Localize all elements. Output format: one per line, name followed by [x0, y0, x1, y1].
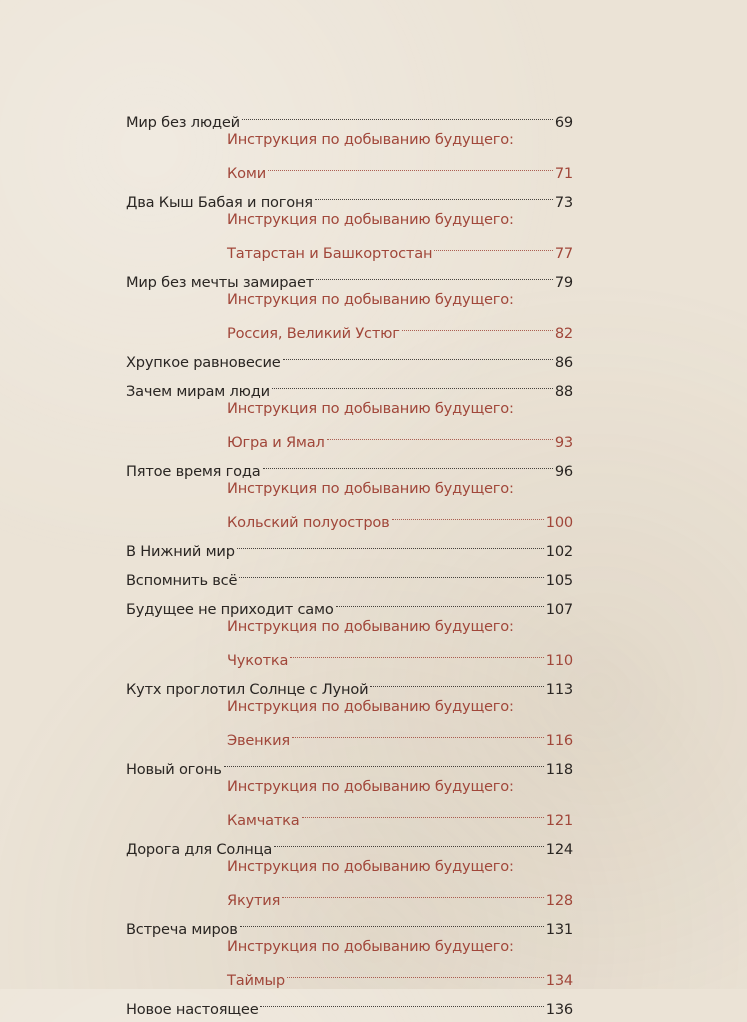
chapter-row[interactable]	[126, 988, 573, 1014]
dot-leader	[239, 559, 543, 585]
chapter-page-number: 69	[555, 110, 573, 136]
instruction-region: Кольский полуостров	[227, 510, 390, 536]
instruction-heading: Инструкция по добыванию будущего:	[227, 934, 514, 960]
toc-entry	[126, 668, 573, 748]
instruction-page-number: 77	[555, 241, 573, 267]
instruction-page-number: 134	[546, 968, 573, 994]
chapter-title: Новое настоящее	[126, 997, 258, 1022]
chapter-row[interactable]	[126, 908, 573, 934]
toc-entry	[126, 988, 573, 1017]
toc-entry	[126, 181, 573, 261]
toc-entry	[126, 530, 573, 559]
instruction-region: Коми	[227, 161, 266, 187]
instruction-page-number: 100	[546, 510, 573, 536]
chapter-page-number: 86	[555, 350, 573, 376]
dot-leader	[336, 588, 544, 614]
dot-leader	[283, 341, 553, 367]
dot-leader	[237, 530, 544, 556]
chapter-title: Кутх проглотил Солнце с Луной	[126, 677, 368, 703]
dot-leader	[316, 261, 553, 287]
instruction-heading: Инструкция по добыванию будущего:	[227, 694, 514, 720]
chapter-title: Зачем мирам люди	[126, 379, 270, 405]
chapter-page-number: 113	[546, 677, 573, 703]
dot-leader	[282, 879, 544, 905]
instruction-heading: Инструкция по добыванию будущего:	[227, 207, 514, 233]
dot-leader	[370, 668, 543, 694]
instruction-heading: Инструкция по добыванию будущего:	[227, 854, 514, 880]
instruction-region: Россия, Великий Устюг	[227, 321, 400, 347]
dot-leader	[402, 312, 553, 338]
instruction-page-number: 93	[555, 430, 573, 456]
instruction-page-number: 71	[555, 161, 573, 187]
chapter-row[interactable]	[126, 261, 573, 287]
table-of-contents	[126, 101, 573, 1017]
chapter-page-number: 96	[555, 459, 573, 485]
instruction-region: Якутия	[227, 888, 280, 914]
dot-leader	[274, 828, 544, 854]
chapter-title: Мир без людей	[126, 110, 240, 136]
dot-leader	[392, 501, 544, 527]
dot-leader	[272, 370, 553, 396]
dot-leader	[224, 748, 544, 774]
toc-entry	[126, 908, 573, 988]
chapter-page-number: 107	[546, 597, 573, 623]
instruction-heading: Инструкция по добыванию будущего:	[227, 476, 514, 502]
chapter-title: Встреча миров	[126, 917, 238, 943]
dot-leader	[242, 101, 553, 127]
instruction-heading: Инструкция по добыванию будущего:	[227, 614, 514, 640]
instruction-region: Чукотка	[227, 648, 288, 674]
dot-leader	[263, 450, 553, 476]
chapter-title: Хрупкое равновесие	[126, 350, 281, 376]
instruction-heading: Инструкция по добыванию будущего:	[227, 287, 514, 313]
instruction-page-number: 128	[546, 888, 573, 914]
instruction-page-number: 121	[546, 808, 573, 834]
instruction-region: Югра и Ямал	[227, 430, 325, 456]
chapter-row[interactable]	[126, 828, 573, 854]
dot-leader	[287, 959, 544, 985]
chapter-page-number: 73	[555, 190, 573, 216]
dot-leader	[290, 639, 543, 665]
chapter-title: Будущее не приходит само	[126, 597, 334, 623]
chapter-title: Пятое время года	[126, 459, 261, 485]
dot-leader	[260, 988, 543, 1014]
dot-leader	[434, 232, 553, 258]
chapter-title: Вспомнить всё	[126, 568, 237, 594]
chapter-page-number: 88	[555, 379, 573, 405]
chapter-title: В Нижний мир	[126, 539, 235, 565]
chapter-title: Новый огонь	[126, 757, 222, 783]
toc-entry	[126, 341, 573, 370]
dot-leader	[315, 181, 553, 207]
chapter-page-number: 102	[546, 539, 573, 565]
dot-leader	[292, 719, 544, 745]
chapter-row[interactable]	[126, 101, 573, 127]
chapter-page-number: 136	[546, 997, 573, 1022]
chapter-row[interactable]	[126, 181, 573, 207]
chapter-page-number: 79	[555, 270, 573, 296]
instruction-region: Камчатка	[227, 808, 300, 834]
toc-entry	[126, 588, 573, 668]
dot-leader	[240, 908, 544, 934]
chapter-row[interactable]	[126, 748, 573, 774]
instruction-region: Эвенкия	[227, 728, 290, 754]
chapter-row[interactable]	[126, 530, 573, 556]
instruction-page-number: 116	[546, 728, 573, 754]
chapter-row[interactable]	[126, 341, 573, 367]
instruction-region: Татарстан и Башкортостан	[227, 241, 432, 267]
chapter-title: Мир без мечты замирает	[126, 270, 314, 296]
dot-leader	[302, 799, 544, 825]
chapter-page-number: 124	[546, 837, 573, 863]
instruction-heading: Инструкция по добыванию будущего:	[227, 127, 514, 153]
instruction-heading: Инструкция по добыванию будущего:	[227, 396, 514, 422]
instruction-page-number: 110	[546, 648, 573, 674]
toc-entry	[126, 748, 573, 828]
toc-entry	[126, 101, 573, 181]
chapter-page-number: 131	[546, 917, 573, 943]
chapter-row[interactable]	[126, 668, 573, 694]
chapter-row[interactable]	[126, 450, 573, 476]
toc-entry	[126, 828, 573, 908]
toc-entry	[126, 450, 573, 530]
instruction-heading: Инструкция по добыванию будущего:	[227, 774, 514, 800]
chapter-page-number: 118	[546, 757, 573, 783]
dot-leader	[268, 152, 553, 178]
chapter-title: Дорога для Солнца	[126, 837, 272, 863]
instruction-page-number: 82	[555, 321, 573, 347]
toc-entry	[126, 370, 573, 450]
chapter-page-number: 105	[546, 568, 573, 594]
instruction-region: Таймыр	[227, 968, 285, 994]
dot-leader	[327, 421, 553, 447]
chapter-title: Два Кыш Бабая и погоня	[126, 190, 313, 216]
toc-entry	[126, 261, 573, 341]
